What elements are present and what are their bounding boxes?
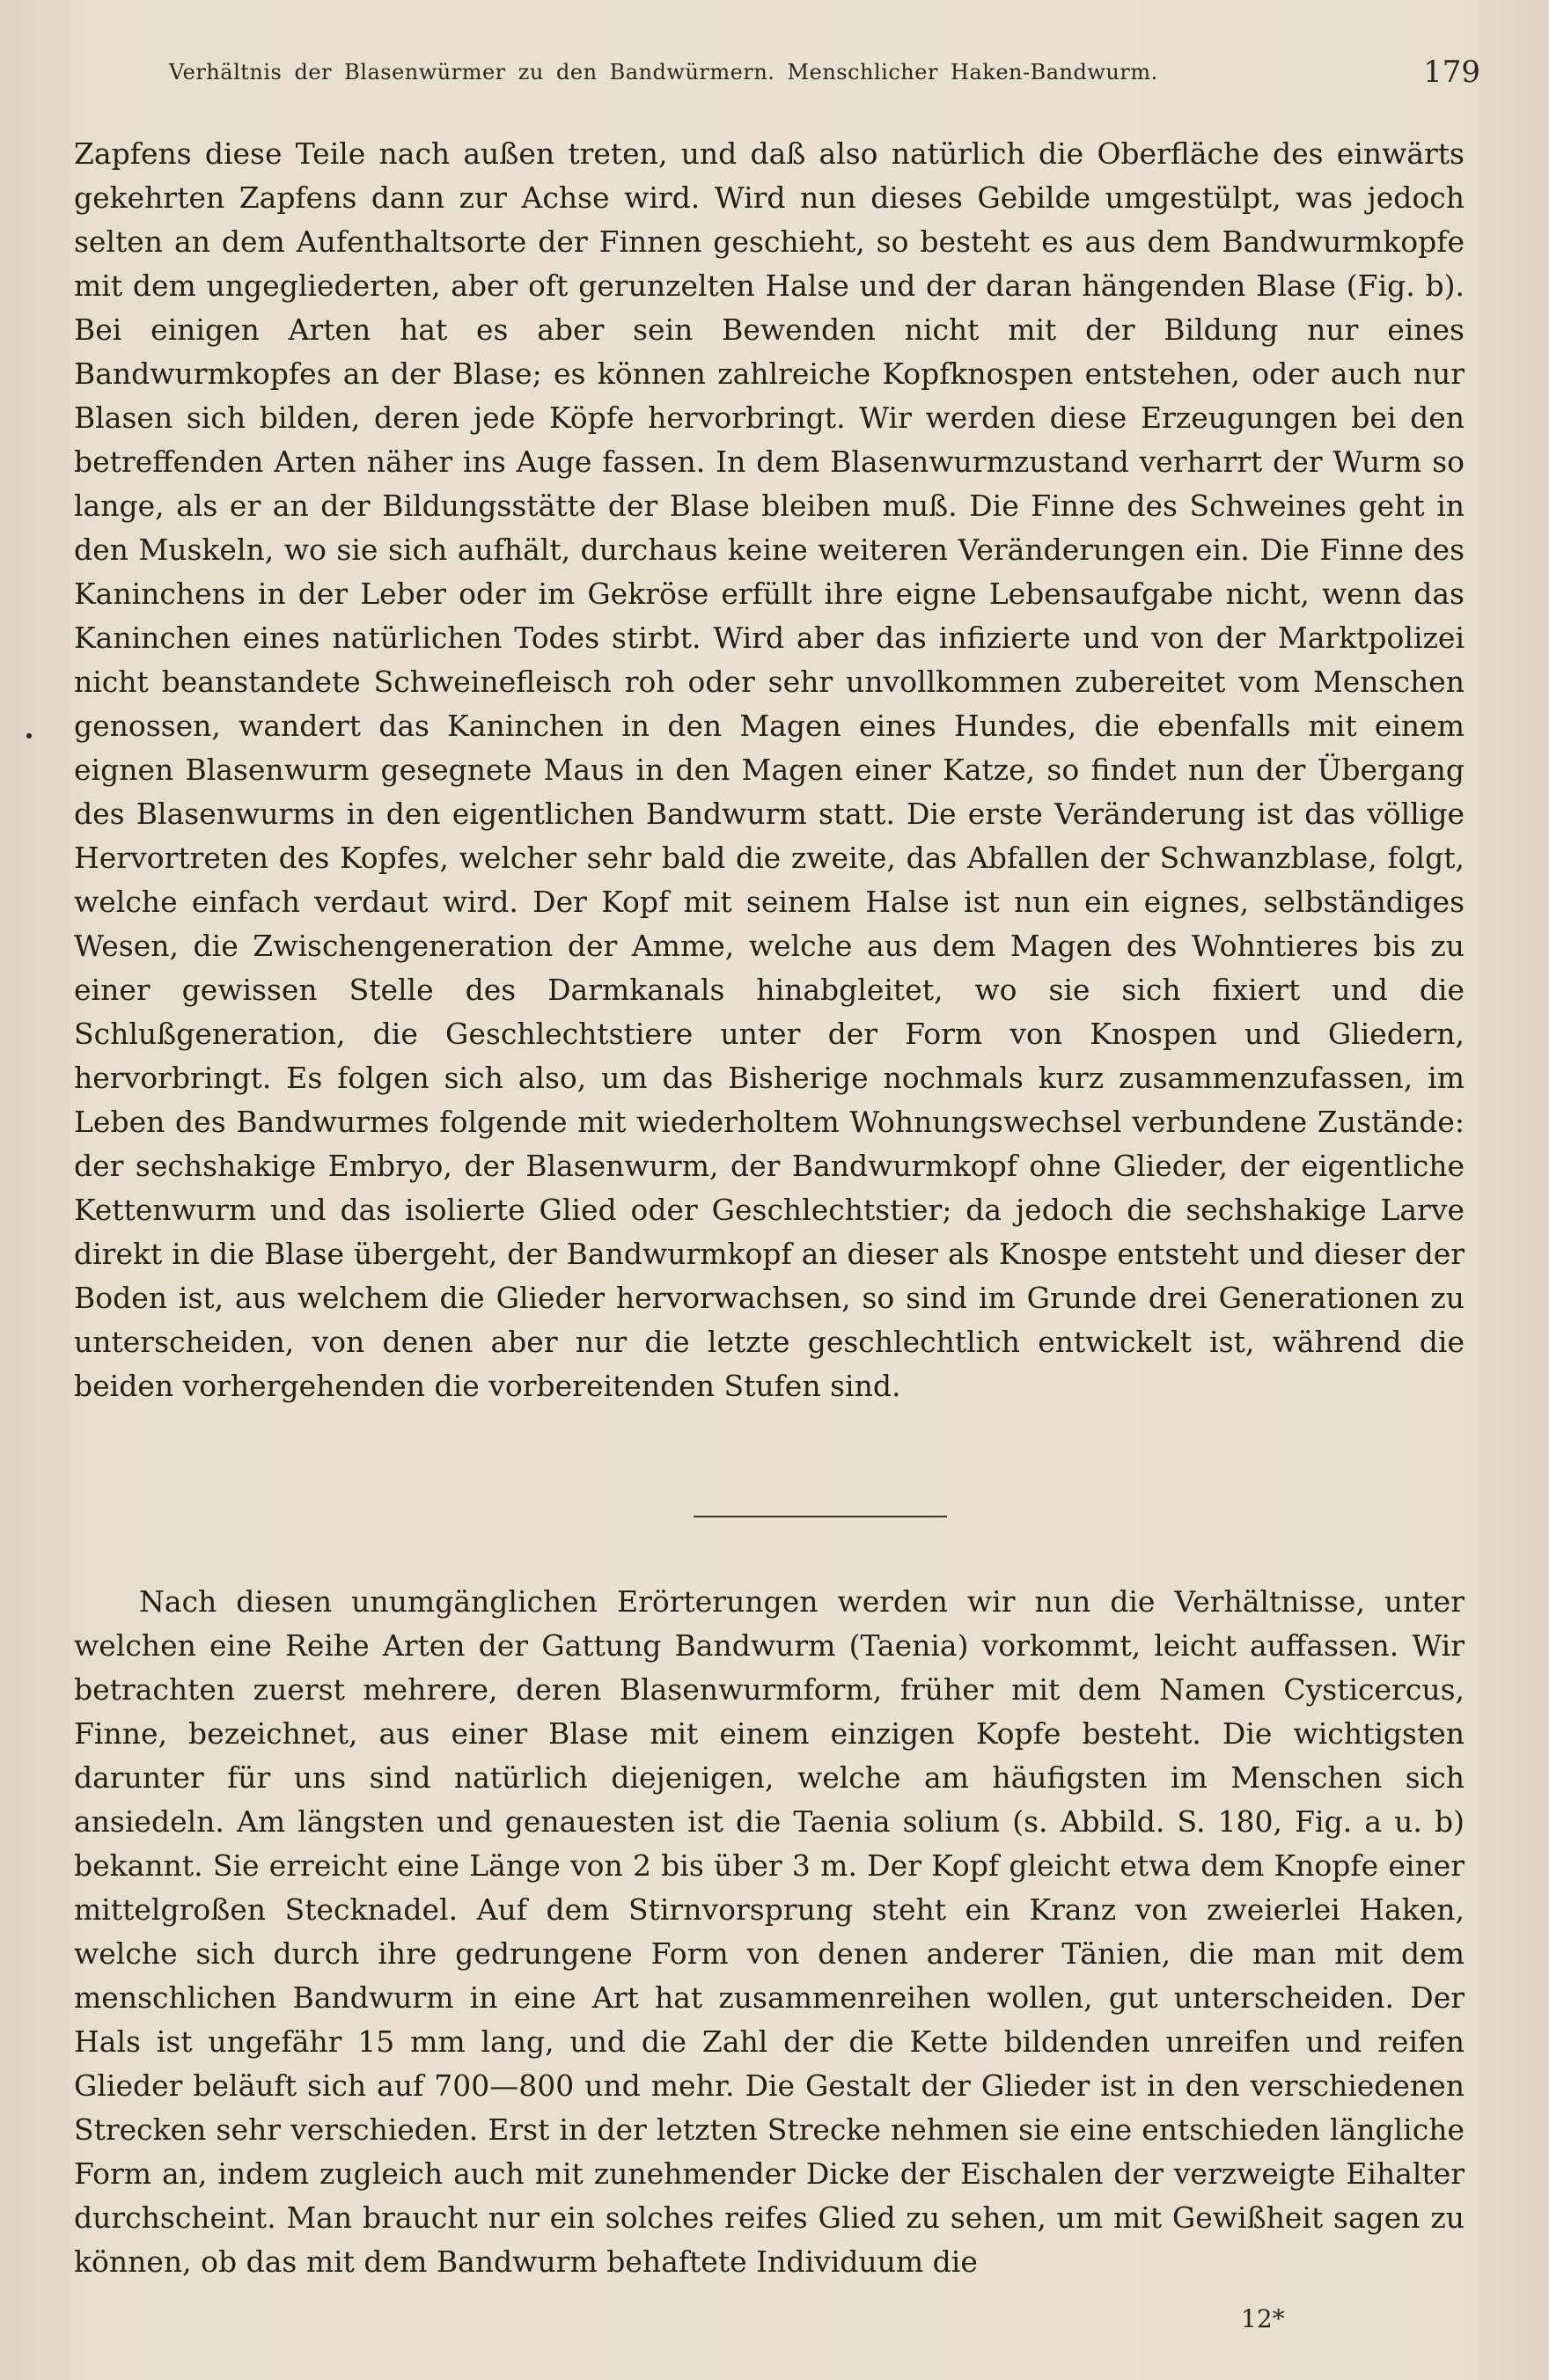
page-number: 179 — [1423, 55, 1480, 90]
body-paragraph-2: Nach diesen unumgänglichen Erörterungen werden wir nun die Verhältnisse, unter welchen eine Reihe Arten der Gattung Bandwurm (Taenia) vorkommt, leicht auffassen. Wir betrachten zuerst mehrere, deren Blasenwurmform, früher mit dem Namen Cysticercus, Finne, bezeichnet, aus einer Blase mit einem einzigen Kopfe besteht. Die wichtigsten darunter für uns sind natürlich diejenigen, welche am häufigsten im Menschen sich ansiedeln. Am längsten und genauesten ist die Taenia solium (s. Abbild. S. 180, Fig. a u. b) bekannt. Sie erreicht eine Länge von 2 bis über 3 m. Der Kopf gleicht etwa dem Knopfe einer mittelgroßen Stecknadel. Auf dem Stirnvorsprung steht ein Kranz von zweierlei Haken, welche sich durch ihre gedrungene Form von denen anderer Tänien, die man mit dem menschlichen Bandwurm in eine Art hat zusammenreihen wollen, gut unterscheiden. Der Hals ist ungefähr 15 mm lang, und die Zahl der die Kette bildenden unreifen und reifen Glieder beläuft sich auf 700—800 und mehr. Die Gestalt der Glieder ist in den verschiedenen Strecken sehr verschieden. Erst in der letzten Strecke nehmen sie eine entschieden längliche Form an, indem zugleich auch mit zunehmender Dicke der Eischalen der verzweigte Eihalter durchscheint. Man braucht nur ein solches reifes Glied zu sehen, um mit Gewißheit sagen zu können, ob das mit dem Bandwurm behaftete Individuum die — [74, 1584, 1465, 2279]
running-head: Verhältnis der Blasenwürmer zu den Bandwürmern. Menschlicher Haken-Bandwurm. — [169, 60, 1158, 84]
margin-dot — [26, 733, 32, 738]
body-paragraph-1: Zapfens diese Teile nach außen treten, und daß also natürlich die Oberfläche des einwärts gekehrten Zapfens dann zur Achse wird. Wird nun dieses Gebilde umgestülpt, was jedoch selten an dem Aufenthaltsorte der Finnen geschieht, so besteht es aus dem Bandwurmkopfe mit dem ungegliederten, aber oft gerunzelten Halse und der daran hängenden Blase (Fig. b). Bei einigen Arten hat es aber sein Bewenden nicht mit der Bildung nur eines Bandwurmkopfes an der Blase; es können zahlreiche Kopfknospen entstehen, oder auch nur Blasen sich bilden, deren jede Köpfe hervorbringt. Wir werden diese Erzeugungen bei den betreffenden Arten näher ins Auge fassen. In dem Blasenwurmzustand verharrt der Wurm so lange, als er an der Bildungsstätte der Blase bleiben muß. Die Finne des Schweines geht in den Muskeln, wo sie sich aufhält, durchaus keine weiteren Veränderungen ein. Die Finne des Kaninchens in der Leber oder im Gekröse erfüllt ihre eigne Lebensaufgabe nicht, wenn das Kaninchen eines natürlichen Todes stirbt. Wird aber das infizierte und von der Marktpolizei nicht beanstandete Schweinefleisch roh oder sehr unvollkommen zubereitet vom Menschen genossen, wandert das Kaninchen in den Magen eines Hundes, die ebenfalls mit einem eignen Blasenwurm gesegnete Maus in den Magen einer Katze, so findet nun der Übergang des Blasenwurms in den eigentlichen Bandwurm statt. Die erste Veränderung ist das völlige Hervortreten des Kopfes, welcher sehr bald die zweite, das Abfallen der Schwanzblase, folgt, welche einfach verdaut wird. Der Kopf mit seinem Halse ist nun ein eignes, selbständiges Wesen, die Zwischengeneration der Amme, welche aus dem Magen des Wohntieres bis zu einer gewissen Stelle des Darmkanals hinabgleitet, wo sie sich fixiert und die Schlußgeneration, die Geschlechtstiere unter der Form von Knospen und Gliedern, hervorbringt. Es folgen sich also, um das Bisherige nochmals kurz zusammenzufassen, im Leben des Bandwurmes folgende mit wiederholtem Wohnungswechsel verbundene Zustände: der sechshakige Embryo, der Blasenwurm, der Bandwurmkopf ohne Glieder, der eigentliche Kettenwurm und das isolierte Glied oder Geschlechtstier; da jedoch die sechshakige Larve direkt in die Blase übergeht, der Bandwurmkopf an dieser als Knospe entsteht und dieser der Boden ist, aus welchem die Glieder hervorwachsen, so sind im Grunde drei Generationen zu unterscheiden, von denen aber nur die letzte geschlechtlich entwickelt ist, während die beiden vorhergehenden die vorbereitenden Stufen sind. — [74, 136, 1465, 1403]
section-divider — [694, 1516, 947, 1517]
signature-mark: 12* — [1241, 2304, 1285, 2333]
page-header — [169, 51, 1480, 104]
